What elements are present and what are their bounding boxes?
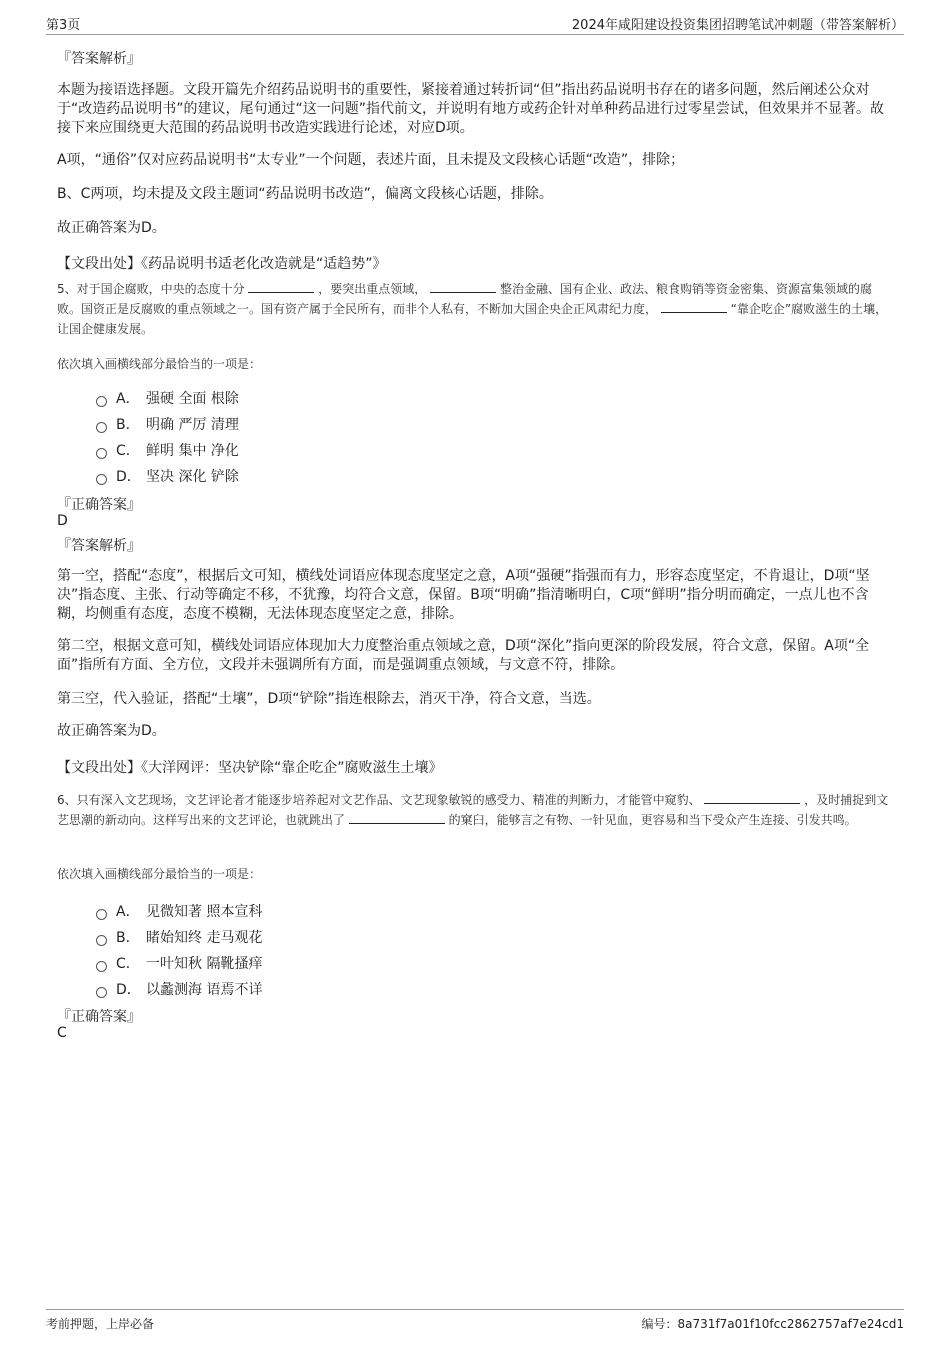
radio-icon[interactable]: [96, 396, 107, 407]
analysis-tag: 『答案解析』: [57, 51, 141, 67]
radio-icon[interactable]: [96, 448, 107, 459]
option-a[interactable]: A． 见微知著 照本宣科: [96, 901, 262, 921]
answer-blank: [248, 280, 314, 293]
analysis-paragraph: 第二空，根据文意可知，横线处词语应体现加大力度整治重点领域之意，D项“深化”指向更深的阶段发展，符合文意，保留。A项“全面”指所有方面、全方位，文段并未强调所有方面，而是强调重点领域，与文意不符，排除。: [57, 638, 870, 673]
source-citation: 【文段出处】《药品说明书适老化改造就是“适趋势”》: [57, 256, 387, 272]
question-stem: 5、对于国企腐败，中央的态度十分 ，要突出重点领域， 整治金融、国有企业、政法、粮食购销等资金密集、资源富集领域的腐败。国资正是反腐败的重点领域之一。国有资产属于全民所有，而非个人私有，不断加大国企央企正风肃纪力度， “靠企吃企”腐败滋生的土壤，让国企健康发展。: [57, 282, 888, 336]
option-c[interactable]: C． 鲜明 集中 净化: [96, 440, 239, 460]
analysis-paragraph: 本题为接语选择题。文段开篇先介绍药品说明书的重要性，紧接着通过转折词“但”指出药品说明书存在的诸多问题，然后阐述公众对于“改造药品说明书”的建议，尾句通过“这一问题”指代前文，并说明有地方或药企针对单种药品进行过零星尝试，但效果并不显著。故接下来应围绕更大范围的药品说明书改造实践进行论述，对应D项。: [57, 82, 885, 136]
correct-answer: D: [57, 513, 68, 529]
analysis-tag: 『答案解析』: [57, 538, 141, 554]
option-b[interactable]: B． 睹始知终 走马观花: [96, 927, 262, 947]
radio-icon[interactable]: [96, 987, 107, 998]
radio-icon[interactable]: [96, 961, 107, 972]
analysis-paragraph: 第三空，代入验证，搭配“土壤”，D项“铲除”指连根除去，消灭干净，符合文意，当选。: [57, 691, 601, 707]
radio-icon[interactable]: [96, 422, 107, 433]
answer-blank: [430, 280, 496, 293]
page-header: [46, 12, 904, 35]
answer-blank: [704, 791, 800, 804]
radio-icon[interactable]: [96, 909, 107, 920]
option-c[interactable]: C． 一叶知秋 隔靴搔痒: [96, 953, 262, 973]
answer-blank: [661, 300, 727, 313]
answer-blank: [349, 811, 445, 824]
document-id: 编号：8a731f7a01f10fcc2862757af7e24cd1: [641, 1317, 904, 1331]
correct-answer: C: [57, 1025, 67, 1041]
analysis-paragraph: B、C两项，均未提及文段主题词“药品说明书改造”，偏离文段核心话题，排除。: [57, 186, 553, 202]
radio-icon[interactable]: [96, 474, 107, 485]
option-d[interactable]: D． 以蠡测海 语焉不详: [96, 979, 262, 999]
analysis-paragraph: 故正确答案为D。: [57, 220, 166, 236]
question-stem: 6、只有深入文艺现场，文艺评论者才能逐步培养起对文艺作品、文艺现象敏锐的感受力、精准的判断力，才能管中窥豹、 ，及时捕捉到文艺思潮的新动向。这样写出来的文艺评论，也就跳出了 的窠臼，能够言之有物、一针见血，更容易和当下受众产生连接、引发共鸣。: [57, 793, 889, 827]
option-d[interactable]: D． 坚决 深化 铲除: [96, 466, 239, 486]
page-footer: [46, 1309, 904, 1334]
analysis-paragraph: A项，“通俗”仅对应药品说明书“太专业”一个问题，表述片面，且未提及文段核心话题“改造”，排除；: [57, 152, 685, 168]
option-b[interactable]: B． 明确 严厉 清理: [96, 414, 239, 434]
question-prompt: 依次填入画横线部分最恰当的一项是：: [57, 357, 262, 371]
option-a[interactable]: A． 强硬 全面 根除: [96, 388, 239, 408]
analysis-paragraph: 故正确答案为D。: [57, 723, 166, 739]
analysis-paragraph: 第一空，搭配“态度”，根据后文可知，横线处词语应体现态度坚定之意，A项“强硬”指强而有力，形容态度坚定，不肯退让，D项“坚决”指态度、主张、行动等确定不移，不犹豫，均符合文意，保留。B项“明确”指清晰明白，C项“鲜明”指分明而确定，一点儿也不含糊，均侧重有态度，态度不模糊，无法体现态度坚定之意，排除。: [57, 568, 870, 622]
correct-answer-tag: 『正确答案』: [57, 1009, 141, 1025]
radio-icon[interactable]: [96, 935, 107, 946]
footer-slogan: 考前押题，上岸必备: [46, 1317, 155, 1331]
correct-answer-tag: 『正确答案』: [57, 497, 141, 513]
question-prompt: 依次填入画横线部分最恰当的一项是：: [57, 867, 262, 881]
source-citation: 【文段出处】《大洋网评：坚决铲除“靠企吃企”腐败滋生土壤》: [57, 760, 443, 776]
document-title: 2024年咸阳建设投资集团招聘笔试冲刺题（带答案解析）: [571, 18, 904, 33]
page-number: 第3页: [46, 18, 81, 33]
